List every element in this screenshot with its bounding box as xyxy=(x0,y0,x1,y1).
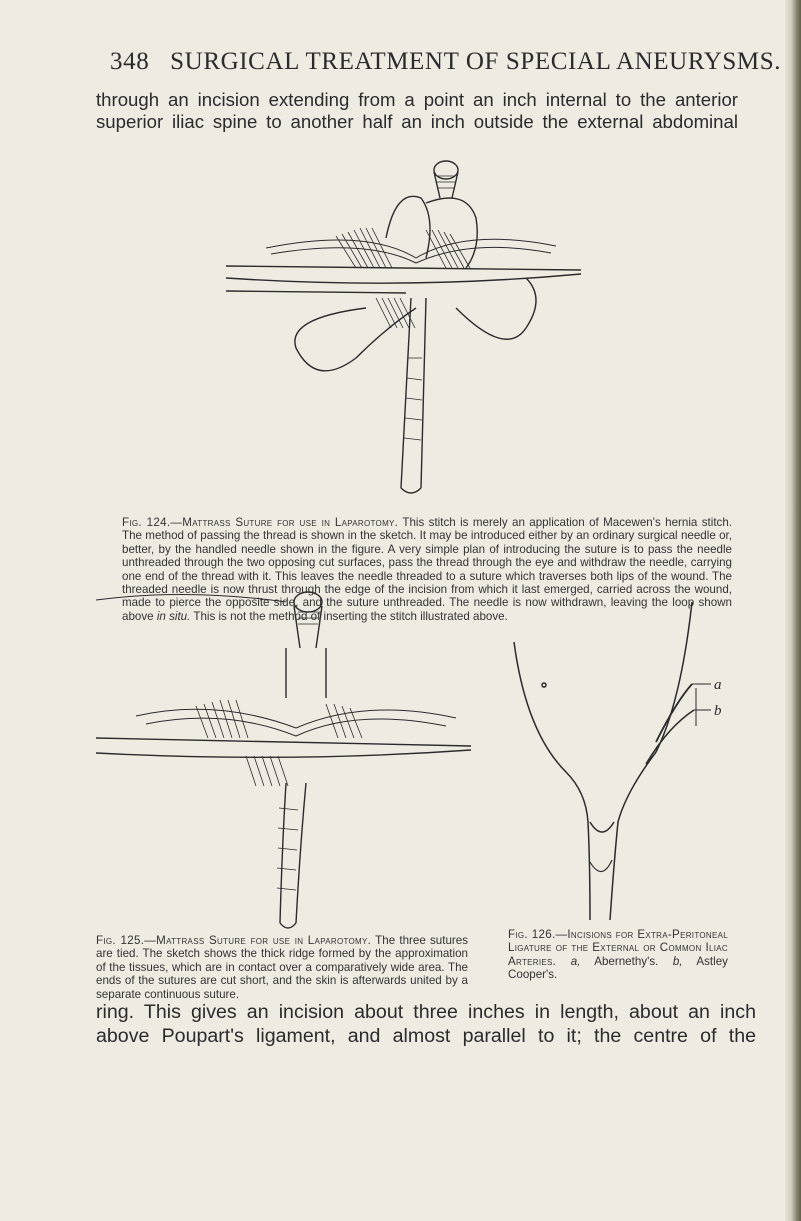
text-line: ring. This gives an incision about three inches in length, about an inch xyxy=(96,1001,756,1023)
figure-125-label: Fig. 125.—Mattrass Suture for use in Laparotomy. xyxy=(96,934,372,947)
figure-126-text-b: Astley Cooper's. xyxy=(508,954,728,982)
page-number: 348 xyxy=(110,48,150,75)
figure-126-caption xyxy=(508,928,728,982)
marker-a: a xyxy=(714,677,722,693)
marker-b: b xyxy=(714,703,722,719)
figure-126-key-a: a, xyxy=(570,954,581,968)
page-header xyxy=(110,48,782,76)
figure-126-key-b: b, xyxy=(672,954,683,968)
body-paragraph-bottom xyxy=(96,1000,756,1048)
text-line: through an incision extending from a point an inch internal to the anterior xyxy=(96,89,738,110)
figure-124-tail: This is not the method of inserting the stitch illustrated above. xyxy=(193,609,508,623)
figure-125-illustration xyxy=(96,588,476,933)
figure-126-text-a: Abernethy's. xyxy=(594,954,659,968)
body-paragraph-top xyxy=(96,89,738,133)
running-title: SURGICAL TREATMENT OF SPECIAL ANEURYSMS. xyxy=(170,48,782,75)
figure-124-text: This stitch is merely an application of Macewen's hernia stitch. The method of passing the thread is shown in the sketch. It may be introduced either by an ordinary surgical needle or, better, by the handled needle shown in the figure. A very simple plan of introducing the suture is to pass the needle unthreaded through the two opposing cut surfaces, pass the thread through the eye and withdraw the needle, carrying one end of the thread with it. This leaves the needle threaded to a suture which traverses both lips of the wound. The threaded needle is now thrust through the edge of the incision from which it last emerged, carried across the wound, made to pierce the opposite side, and the suture unthreaded. The needle is now withdrawn, leaving the loop shown above xyxy=(122,516,733,623)
figure-125-text: The three sutures are tied. The sketch shows the thick ridge formed by the approximation of the tissues, which are in contact over a comparatively wide area. The ends of the sutures are cut short, and the skin is afterwards united by a separate continuous suture. xyxy=(96,934,469,1001)
figure-126-label: Fig. 126.—Incisions for Extra-Peritoneal Ligature of the External or Common Iliac Arteries. xyxy=(508,928,728,968)
page-edge xyxy=(785,0,801,1221)
text-line: superior iliac spine to another half an inch outside the external abdominal xyxy=(96,111,738,132)
text-line: above Poupart's ligament, and almost parallel to it; the centre of the xyxy=(96,1025,756,1047)
figure-124-italic: in situ. xyxy=(156,609,191,623)
figure-124-label: Fig. 124.—Mattrass Suture for use in Laparotomy. xyxy=(122,516,399,529)
figure-125-caption xyxy=(96,934,468,1001)
figure-124-illustration xyxy=(226,158,586,498)
figure-126-illustration xyxy=(506,592,736,922)
